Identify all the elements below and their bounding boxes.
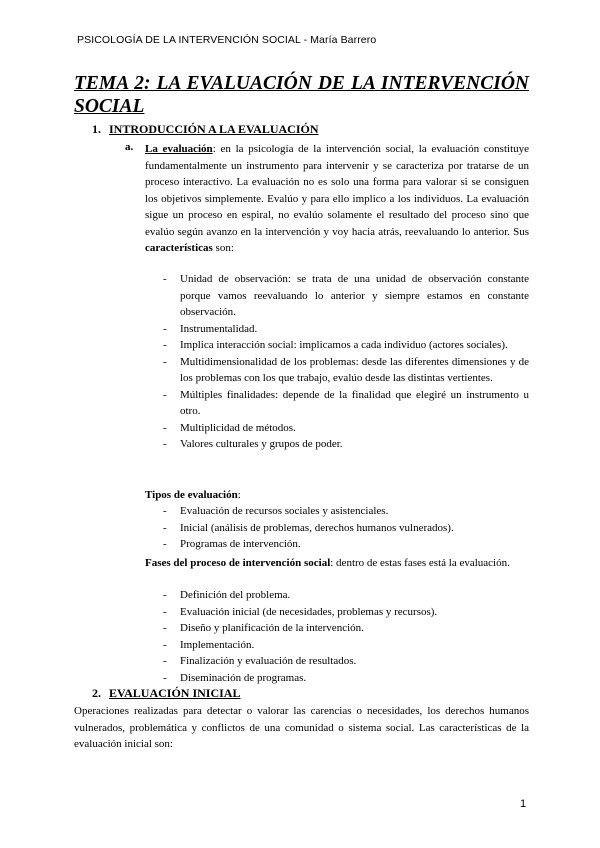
section-1-number: 1. bbox=[92, 122, 101, 136]
list-item: - Diseminación de programas. bbox=[163, 670, 529, 687]
dash-bullet: - bbox=[163, 589, 167, 601]
list-item: - Instrumentalidad. bbox=[163, 321, 529, 338]
types-heading: Tipos de evaluación: bbox=[145, 489, 241, 501]
section-2-paragraph: Operaciones realizadas para detectar o valorar las carencias o necesidades, los derechos humanos vulnerados, problemática y conflictos de una comunidad o sistema social. Las características de la evaluación inicial son: bbox=[74, 705, 529, 750]
list-item: - Unidad de observación: se trata de una unidad de observación constante porque vamos reevaluando lo anterior y siempre estamos en constante observación. bbox=[163, 273, 529, 318]
phases-paragraph: Fases del proceso de intervención social: dentro de estas fases está la evaluación. bbox=[145, 557, 510, 569]
dash-bullet: - bbox=[163, 273, 167, 285]
list-item: - Multidimensionalidad de los problemas: desde las diferentes dimensiones y de los problemas con los que trabajo, evalúo desde las distintas vertientes. bbox=[163, 355, 529, 384]
section-2-label: EVALUACIÓN INICIAL bbox=[109, 686, 241, 700]
dash-bullet: - bbox=[163, 438, 167, 450]
document-title: TEMA 2: LA EVALUACIÓN DE LA INTERVENCIÓN SOCIAL bbox=[74, 73, 529, 117]
dash-bullet: - bbox=[163, 339, 167, 351]
types-list bbox=[163, 503, 529, 553]
list-item: - Finalización y evaluación de resultados. bbox=[163, 653, 529, 670]
phases-list bbox=[163, 587, 529, 686]
phases-heading: Fases del proceso de intervención social bbox=[145, 557, 331, 569]
dash-bullet: - bbox=[163, 655, 167, 667]
item-a-term: La evaluación bbox=[145, 143, 213, 155]
list-item: - Diseño y planificación de la intervención. bbox=[163, 620, 529, 637]
page-header: PSICOLOGÍA DE LA INTERVENCIÓN SOCIAL - María Barrero bbox=[77, 34, 377, 46]
list-item: - Evaluación de recursos sociales y asistenciales. bbox=[163, 503, 529, 520]
dash-bullet: - bbox=[163, 638, 167, 651]
list-item: - Implementación. bbox=[163, 637, 529, 654]
dash-bullet: - bbox=[163, 605, 167, 618]
item-a-text: : en la psicología de la intervención social, la evaluación constituye fundamentalmente un instrumento para intervenir y se caracteriza por tratarse de un proceso interactivo. La evaluación no es solo una forma para valorar si se consiguen los objetivos simplemente. Evalúo y para ello implico a los individuos. La evaluación sigue un proceso en espiral, no evalúo solamente el resultado del proceso sino que evalúo según avanzo en la intervención y voy hacia atrás, reevaluando lo anterior. Sus bbox=[145, 143, 530, 238]
page-number: 1 bbox=[520, 798, 527, 810]
section-1-label: INTRODUCCIÓN A LA EVALUACIÓN bbox=[109, 122, 319, 136]
dash-bullet: - bbox=[163, 388, 167, 401]
list-item: - Programas de intervención. bbox=[163, 536, 529, 553]
dash-bullet: - bbox=[163, 671, 167, 684]
dash-bullet: - bbox=[163, 622, 167, 634]
dash-bullet: - bbox=[163, 421, 167, 434]
dash-bullet: - bbox=[163, 505, 167, 517]
list-item: - Valores culturales y grupos de poder. bbox=[163, 436, 529, 453]
list-item: - Implica interacción social: implicamos a cada individuo (actores sociales). bbox=[163, 337, 529, 354]
item-a-marker: a. bbox=[125, 141, 134, 153]
dash-bullet: - bbox=[163, 538, 167, 550]
list-item: - Evaluación inicial (de necesidades, problemas y recursos). bbox=[163, 604, 529, 621]
list-item: - Definición del problema. bbox=[163, 587, 529, 604]
list-item: - Múltiples finalidades: depende de la finalidad que elegiré un instrumento u otro. bbox=[163, 388, 529, 417]
item-a-tail: son: bbox=[212, 242, 234, 254]
list-item: - Inicial (análisis de problemas, derechos humanos vulnerados). bbox=[163, 520, 529, 537]
section-1-heading bbox=[92, 122, 318, 137]
dash-bullet: - bbox=[163, 521, 167, 534]
dash-bullet: - bbox=[163, 322, 167, 335]
section-2-number: 2. bbox=[92, 686, 101, 700]
item-a-bold-word: características bbox=[145, 242, 213, 254]
list-item: - Multiplicidad de métodos. bbox=[163, 420, 529, 437]
dash-bullet: - bbox=[163, 355, 167, 368]
characteristics-list bbox=[163, 271, 529, 453]
section-2-heading bbox=[92, 686, 240, 701]
item-a-paragraph bbox=[145, 141, 529, 257]
